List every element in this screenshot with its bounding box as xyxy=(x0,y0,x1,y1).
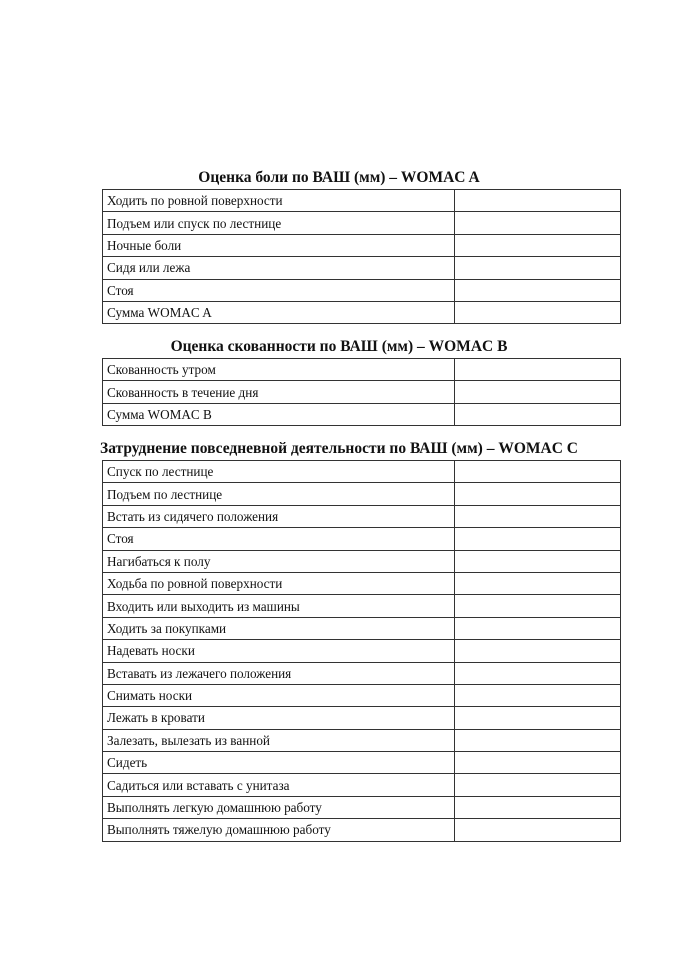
table-row xyxy=(103,359,621,381)
row-label: Нагибаться к полу xyxy=(103,550,455,572)
table-row xyxy=(103,403,621,425)
row-label: Надевать носки xyxy=(103,640,455,662)
value-cell[interactable] xyxy=(455,190,621,212)
table-womac-a xyxy=(102,189,621,324)
row-label: Ходить за покупками xyxy=(103,617,455,639)
row-label: Выполнять тяжелую домашнюю работу xyxy=(103,819,455,841)
value-cell[interactable] xyxy=(455,796,621,818)
row-label: Встать из сидячего положения xyxy=(103,505,455,527)
row-label: Входить или выходить из машины xyxy=(103,595,455,617)
row-label: Вставать из лежачего положения xyxy=(103,662,455,684)
table-row xyxy=(103,774,621,796)
row-label: Стоя xyxy=(103,279,455,301)
row-label: Ходьба по ровной поверхности xyxy=(103,572,455,594)
value-cell[interactable] xyxy=(455,662,621,684)
value-cell[interactable] xyxy=(455,483,621,505)
table-row xyxy=(103,550,621,572)
table-row xyxy=(103,617,621,639)
table-row xyxy=(103,381,621,403)
table-row xyxy=(103,595,621,617)
table-row xyxy=(103,483,621,505)
value-cell[interactable] xyxy=(455,595,621,617)
row-label: Лежать в кровати xyxy=(103,707,455,729)
section-title-womac-c: Затруднение повседневной деятельности по ВАШ (мм) – WOMAC C xyxy=(100,440,578,457)
row-label: Ночные боли xyxy=(103,234,455,256)
table-row xyxy=(103,752,621,774)
table-row xyxy=(103,572,621,594)
table-row xyxy=(103,707,621,729)
value-cell[interactable] xyxy=(455,505,621,527)
table-row xyxy=(103,729,621,751)
value-cell[interactable] xyxy=(455,752,621,774)
table-row xyxy=(103,684,621,706)
value-cell[interactable] xyxy=(455,684,621,706)
table-row xyxy=(103,301,621,323)
value-cell[interactable] xyxy=(455,234,621,256)
table-row xyxy=(103,640,621,662)
row-label: Сидеть xyxy=(103,752,455,774)
table-row xyxy=(103,796,621,818)
table-womac-c xyxy=(102,460,621,842)
value-cell[interactable] xyxy=(455,774,621,796)
value-cell[interactable] xyxy=(455,381,621,403)
row-label: Ходить по ровной поверхности xyxy=(103,190,455,212)
value-cell[interactable] xyxy=(455,572,621,594)
table-womac-b xyxy=(102,358,621,426)
value-cell[interactable] xyxy=(455,301,621,323)
row-label: Скованность в течение дня xyxy=(103,381,455,403)
table-row xyxy=(103,190,621,212)
section-title-womac-a: Оценка боли по ВАШ (мм) – WOMAC A xyxy=(198,169,480,186)
row-label: Сидя или лежа xyxy=(103,257,455,279)
table-row xyxy=(103,528,621,550)
value-cell[interactable] xyxy=(455,819,621,841)
row-label: Стоя xyxy=(103,528,455,550)
value-cell[interactable] xyxy=(455,528,621,550)
value-cell[interactable] xyxy=(455,279,621,301)
table-row xyxy=(103,212,621,234)
value-cell[interactable] xyxy=(455,212,621,234)
row-label: Залезать, вылезать из ванной xyxy=(103,729,455,751)
table-row xyxy=(103,819,621,841)
row-label: Выполнять легкую домашнюю работу xyxy=(103,796,455,818)
section-title-womac-b: Оценка скованности по ВАШ (мм) – WOMAC B xyxy=(170,338,508,355)
value-cell[interactable] xyxy=(455,550,621,572)
row-label: Спуск по лестнице xyxy=(103,461,455,483)
table-row xyxy=(103,662,621,684)
table-row xyxy=(103,279,621,301)
table-row xyxy=(103,257,621,279)
value-cell[interactable] xyxy=(455,729,621,751)
row-label: Подъем или спуск по лестнице xyxy=(103,212,455,234)
value-cell[interactable] xyxy=(455,707,621,729)
row-label: Сумма WOMAC A xyxy=(103,301,455,323)
table-row xyxy=(103,461,621,483)
value-cell[interactable] xyxy=(455,640,621,662)
value-cell[interactable] xyxy=(455,359,621,381)
row-label: Садиться или вставать с унитаза xyxy=(103,774,455,796)
value-cell[interactable] xyxy=(455,461,621,483)
table-row xyxy=(103,234,621,256)
value-cell[interactable] xyxy=(455,403,621,425)
table-row xyxy=(103,505,621,527)
value-cell[interactable] xyxy=(455,617,621,639)
row-label: Снимать носки xyxy=(103,684,455,706)
row-label: Сумма WOMAC B xyxy=(103,403,455,425)
row-label: Подъем по лестнице xyxy=(103,483,455,505)
row-label: Скованность утром xyxy=(103,359,455,381)
value-cell[interactable] xyxy=(455,257,621,279)
